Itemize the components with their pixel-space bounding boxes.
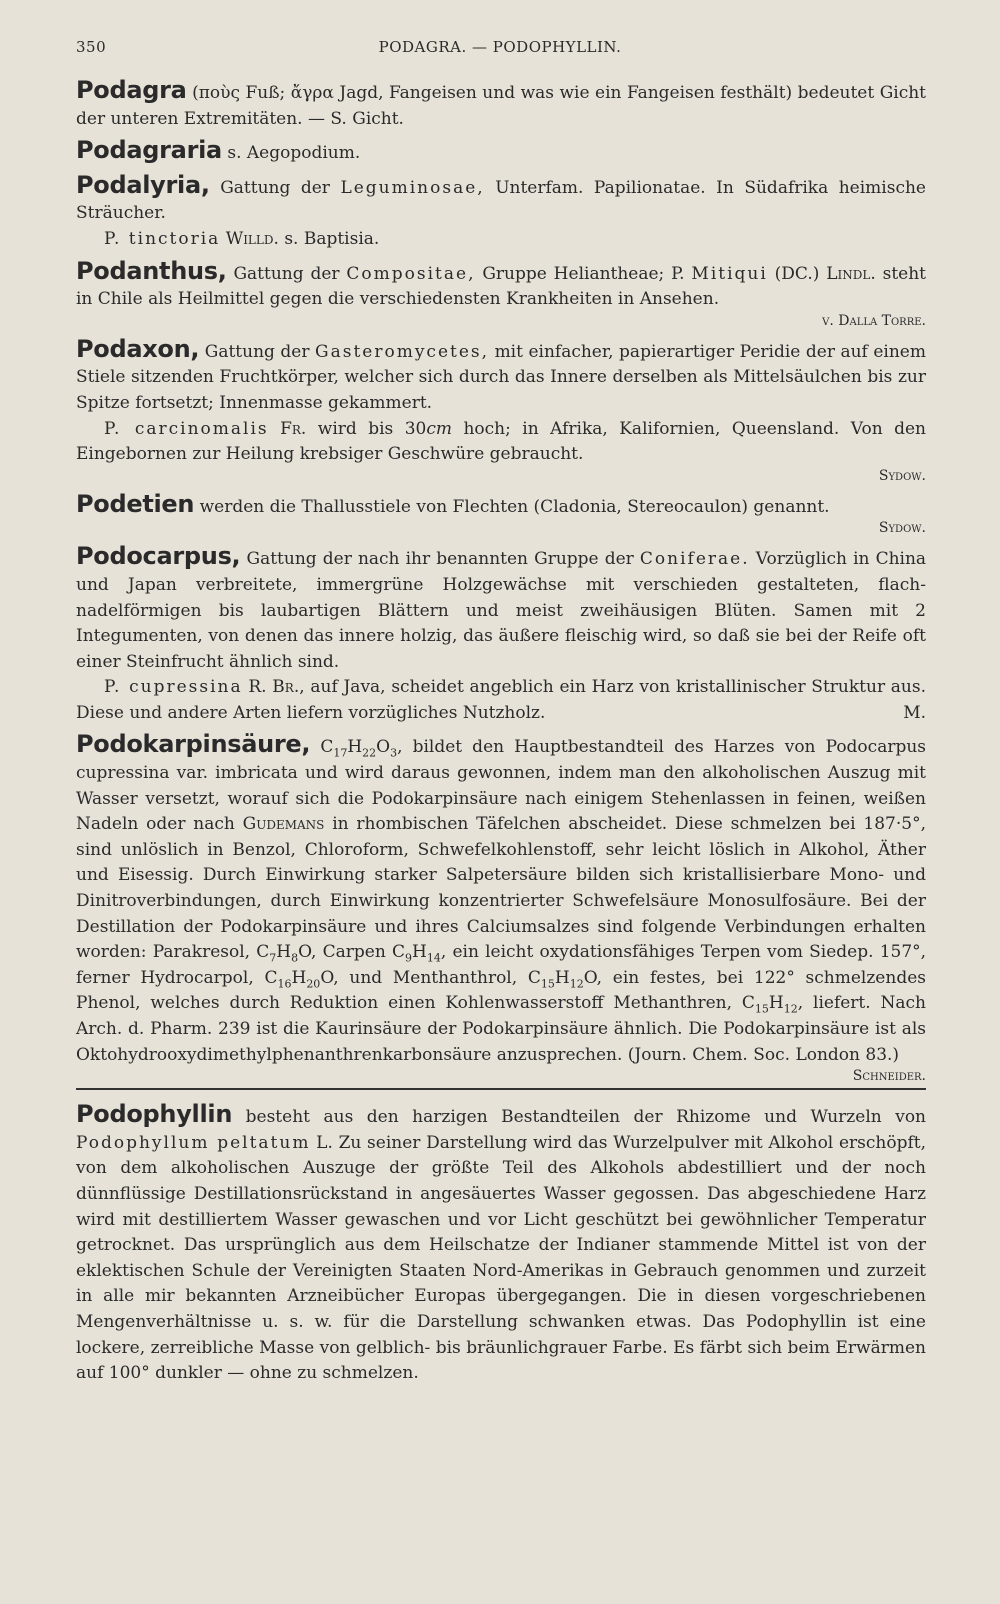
author-name: Lindl. [826,263,876,284]
entry-podagra [76,78,926,132]
entry-text: ein leicht oxydationsfähiges Terpen vom Siedep. 157°, ferner Hydrocarpol, [76,942,927,988]
species-line [76,227,926,253]
spaced-term: Gasteromycetes, [315,341,490,362]
entry-text: (DC.) [774,263,820,284]
entry-text: Vorzüglich in China und Japan verbreitete, immergrüne Holzgewächse mit verschieden gestalteten, flach-nadelförmigen bis laubartigen Blättern und meist zweihäusigen Blüten. Samen mit 2 Integumenten, von denen das innere holzig, das äußere fleischig wird, so daß sie bei der Reife oft einer Steinfrucht ähnlich sind. [76,549,927,672]
author-name: R. Br., [248,677,305,698]
entry-text: Gattung der nach ihr benannten Gruppe der [246,549,634,570]
entry-text: in rhombischen Täfelchen abscheidet. Diese schmelzen bei 187·5°, sind unlöslich in Benzol, Chloroform, Schwefelkohlenstoff, sehr leicht löslich in Alkohol, Äther und Eisessig. Durch Einwirkung starker Salpetersäure bilden sich kristallisierbare Mono- und Dinitroverbindungen, durch Einwirkung konzentrierter Schwefelsäure Monosulfosäure. Bei der Destillation der Podokarpinsäure und ihres Calciumsalzes sind folgende Verbindungen erhalten worden: Parakresol, [76,814,926,963]
formula: $C_{15}H_{12}$, [741,993,804,1016]
species-name: P. carcinomalis [104,418,269,439]
formula: $C_{17}H_{22}O_3$, [320,737,403,760]
headword: Podokarpinsäure, [76,730,311,759]
entry-text: und Menthanthrol, [349,967,518,988]
entry-podophyllin [76,1102,926,1387]
headword: Podalyria, [76,170,210,199]
unit: cm [426,418,452,439]
author-signature: M. [903,702,926,723]
entry-text: Gattung der [204,341,310,362]
entry-podokarpinsaeure [76,732,926,1090]
formula: $C_9H_{14}$, [392,942,447,965]
entry-text: werden die Thallusstiele von Flechten (Cladonia, Stereocaulon) genannt. [199,496,830,517]
species-name: Mitiqui [691,263,768,284]
entry-text: besteht aus den harzigen Bestandteilen der Rhizome und Wurzeln von [245,1107,927,1128]
entry-text: hoch; in Afrika, Kalifornien, Queensland. Von den Eingebornen zur Heilung krebsiger Geschwüre gebraucht. [76,418,927,465]
entry-text: mit einfacher, papierartiger Peridie der auf einem Stiele sitzenden Fruchtkörper, welcher sich durch das Innere derselben als Mittelsäulchen bis zur Spitze fortsetzt; Innenmasse gekammert. [76,341,926,413]
author-signature: Sydow. [878,467,926,484]
species-line [76,417,926,468]
spaced-term: Coniferae. [639,549,750,570]
entry-text: Gattung der [220,177,330,198]
entry-text: Unterfam. Papilionatae. In Südafrika heimische Sträucher. [76,177,926,224]
headword: Podophyllin [76,1100,233,1129]
author-name: Fr. [280,418,307,439]
entry-text: Carpen [322,942,386,963]
entry-podalyria [76,170,926,253]
entry-text: steht in Chile als Heilmittel gegen die verschiedensten Krankheiten in Ansehen. [76,263,927,310]
headword: Podocarpus, [76,542,241,571]
page-number: 350 [76,38,107,56]
species-name: Podophyllum peltatum [76,1132,311,1153]
entry-text: L. Zu seiner Darstellung wird das Wurzelpulver mit Alkohol erschöpft, von dem alkoholischen Auszuge der größte Teil des Alkohols abdestilliert und der noch dünnflüssige Destillationsrückstand in angesäuertes Wasser gegossen. Das abgeschiedene Harz wird mit destilliertem Wasser gewaschen und vor Licht geschützt bei gewöhnlicher Temperatur getrocknet. Das ursprünglich aus dem Heilschatze der Indianer stammende Mittel ist von der eklektischen Schule der Vereinigten Staaten Nord-Amerikas in Gebrauch genommen und zurzeit in alle mir bekannten Arzneibücher Europas übergegangen. Die in diesen vorgeschriebenen Mengenverhältnisse u. s. w. für die Darstellung schwanken etwas. Das Podophyllin ist eine lockere, zerreibliche Masse von gelblich- bis bräunlichgrauer Farbe. Es färbt sich beim Erwärmen auf 100° dunkler — ohne zu schmelzen. [76,1132,926,1384]
headword: Podetien [76,489,195,518]
formula: $C_{16}H_{20}O$, [264,967,339,991]
author-signature: v. Dalla Torre. [822,312,926,329]
headword: Podanthus, [76,256,227,285]
spaced-term: Leguminosae, [340,177,485,198]
entry-text: auf Java, scheidet angeblich ein Harz von kristallinischer Struktur aus. Diese und andere Arten liefern vorzügliches Nutzholz. [76,677,927,723]
entry-text: s. Aegopodium. [227,143,361,164]
page-body [76,78,926,1393]
running-header [76,38,924,62]
entry-text: Gattung der [233,263,340,284]
author-signature: Sydow. [878,520,926,537]
entry-podanthus [76,256,927,331]
species-name: P. cupressina [104,677,243,698]
entry-text: liefert. Nach Arch. d. Pharm. 239 ist die Kaurinsäure der Podokarpinsäure ähnlich. Die Podokarpinsäure ist als Oktohydrooxydimethylphenanthrenkarbonsäure anzusprechen. (Journ. Chem. Soc. London 83.) [76,993,927,1065]
entry-podetien [76,489,926,539]
formula: $C_{15}H_{12}O$, [527,967,603,991]
headword: Podagraria [76,136,222,165]
entry-podocarpus [76,544,926,726]
person-name: Gudemans [242,814,325,835]
entry-text: Gruppe Heliantheae; P. [482,263,685,284]
entry-text: s. Baptisia. [284,228,380,249]
headword: Podagra [76,76,187,104]
entry-podagraria [76,138,926,167]
entry-podaxon [76,334,927,486]
author-name: Willd. [225,228,279,249]
entry-text: (ποὺς Fuß; ἄγρα Jagd, Fangeisen und was wie ein Fangeisen festhält) bedeutet Gicht der unteren Extremitäten. — S. Gicht. [76,83,927,129]
spaced-term: Compositae, [346,263,476,284]
author-signature: Schneider. [852,1068,926,1085]
entry-text: wird bis 30 [317,418,427,439]
species-name: P. tinctoria [104,228,221,249]
entry-text: ein festes, bei 122° schmelzendes Phenol, welches durch Reduktion einen Kohlenwasserstoff Methanthren, [76,967,926,1014]
entry-text: bildet den Hauptbestandteil des Harzes von Podocarpus cupressina var. imbricata und wird daraus gewonnen, indem man den alkoholischen Auszug mit Wasser versetzt, worauf sich die Podokarpinsäure nach einigem Stehenlassen in feinen, weißen Nadeln oder nach [76,737,927,835]
headword: Podaxon, [76,334,200,363]
species-line [76,675,926,726]
formula: $C_7H_8O$, [256,942,317,965]
running-title: PODAGRA. — PODOPHYLLIN. [378,38,622,56]
